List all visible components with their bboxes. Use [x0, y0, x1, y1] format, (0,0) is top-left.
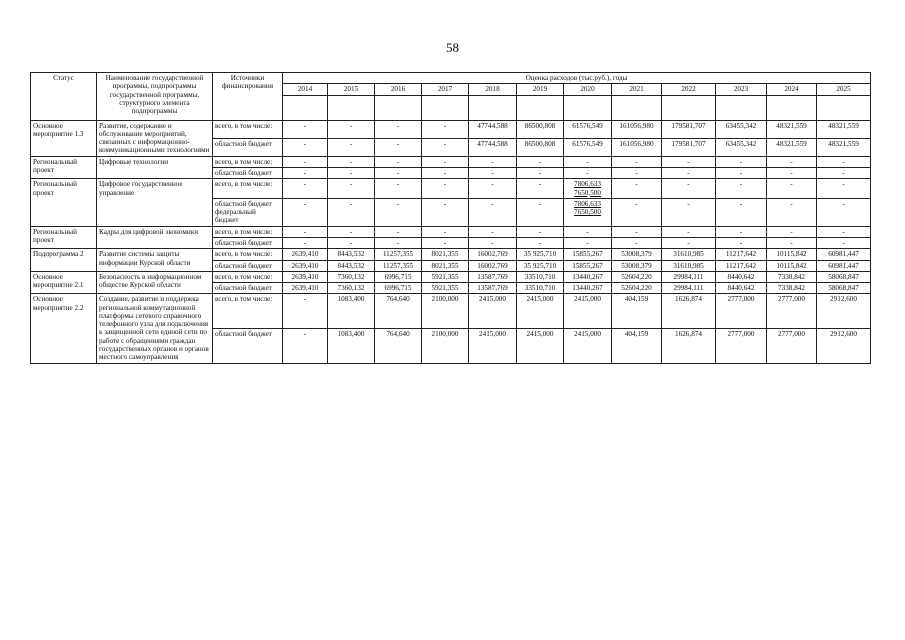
value-cell: 8443,532	[328, 249, 375, 260]
value-cell: -	[716, 226, 767, 237]
value-cell: 8440,642	[716, 271, 767, 282]
value-cell: 7360,132	[328, 271, 375, 282]
year-header: 2022	[662, 84, 716, 95]
value-cell: 31610,985	[662, 249, 716, 260]
value-cell: 764,640	[375, 328, 422, 363]
value-cell: 35 925,710	[517, 249, 564, 260]
value-cell: 404,159	[612, 328, 662, 363]
value-cell: 2100,000	[422, 328, 469, 363]
value-cell	[564, 198, 612, 226]
value-cell: 2912,600	[817, 328, 871, 363]
value-cell: -	[422, 156, 469, 167]
value-cell: 48321,559	[817, 138, 871, 156]
value-cell: -	[817, 167, 871, 178]
value-cell: -	[283, 237, 328, 248]
value-cell: 2415,000	[469, 328, 517, 363]
value-cell: 53008,379	[612, 249, 662, 260]
value-cell: 33510,710	[517, 283, 564, 294]
value-cell: -	[564, 156, 612, 167]
value-cell: 52604,220	[612, 283, 662, 294]
value-cell: -	[817, 179, 871, 199]
value-cell: 13440,267	[564, 271, 612, 282]
value-cell: -	[469, 226, 517, 237]
funding-source-cell: всего, в том числе:	[213, 271, 283, 282]
program-name-cell: Цифровое государственное управление	[97, 179, 213, 226]
value-cell: 48321,559	[767, 120, 817, 138]
value-cell: -	[817, 237, 871, 248]
year-header: 2021	[612, 84, 662, 95]
value-cell: -	[612, 198, 662, 226]
value-cell: -	[517, 226, 564, 237]
value-cell: -	[469, 179, 517, 199]
status-cell: Основное мероприятие 2.1	[31, 271, 97, 294]
value-cell: -	[564, 167, 612, 178]
program-name-cell: Цифровые технологии	[97, 156, 213, 179]
value-cell: -	[422, 167, 469, 178]
value-cell: 6996,715	[375, 283, 422, 294]
value-cell: -	[328, 179, 375, 199]
value-cell: -	[662, 237, 716, 248]
funding-source-cell: всего, в том числе:	[213, 294, 283, 329]
value-cell: 86500,808	[517, 120, 564, 138]
year-header: 2019	[517, 84, 564, 95]
value-cell: -	[469, 167, 517, 178]
value-cell: -	[716, 237, 767, 248]
year-header: 2023	[716, 84, 767, 95]
value-cell: 11217,642	[716, 249, 767, 260]
funding-source-cell: областной бюджет	[213, 328, 283, 363]
status-cell: Подпрограмма 2	[31, 249, 97, 272]
value-cell: -	[612, 156, 662, 167]
value-cell: 10115,842	[767, 249, 817, 260]
value-cell: 48321,559	[817, 120, 871, 138]
status-cell: Региональный проект	[31, 179, 97, 226]
value-cell: -	[375, 179, 422, 199]
table-row	[31, 294, 871, 329]
value-cell: 29984,111	[662, 271, 716, 282]
value-cell: -	[767, 156, 817, 167]
value-cell: 2100,000	[422, 294, 469, 329]
table-row	[31, 249, 871, 260]
funding-source-cell: всего, в том числе:	[213, 156, 283, 167]
funding-source-cell: всего, в том числе:	[213, 249, 283, 260]
value-cell: 61576,549	[564, 120, 612, 138]
value-cell: -	[817, 226, 871, 237]
value-line: 7650,500	[574, 208, 601, 217]
value-cell: -	[564, 226, 612, 237]
value-cell: 1626,874	[662, 294, 716, 329]
value-cell: -	[283, 120, 328, 138]
value-cell: 13587,769	[469, 283, 517, 294]
value-line: 7650,500	[574, 188, 601, 197]
year-header: 2015	[328, 84, 375, 95]
value-cell: -	[767, 167, 817, 178]
value-cell: 5921,355	[422, 271, 469, 282]
value-cell: 63455,342	[716, 120, 767, 138]
value-cell: 61576,549	[564, 138, 612, 156]
value-cell: 2415,000	[469, 294, 517, 329]
value-cell: 8443,532	[328, 260, 375, 271]
value-cell: 58068,847	[817, 283, 871, 294]
funding-source-cell: всего, в том числе:	[213, 226, 283, 237]
year-header: 2020	[564, 84, 612, 95]
value-cell: -	[662, 226, 716, 237]
value-cell: -	[422, 120, 469, 138]
blank-cell	[422, 95, 469, 120]
value-cell: 179581,707	[662, 138, 716, 156]
value-cell: -	[422, 226, 469, 237]
value-cell: -	[328, 237, 375, 248]
value-cell: -	[517, 167, 564, 178]
blank-cell	[716, 95, 767, 120]
status-cell: Основное мероприятие 1.3	[31, 120, 97, 156]
funding-source-cell: областной бюджет	[213, 138, 283, 156]
value-cell: 52604,220	[612, 271, 662, 282]
header-estimate: Оценка расходов (тыс.руб.), годы	[283, 73, 871, 84]
value-cell: 5921,355	[422, 283, 469, 294]
value-cell: -	[328, 120, 375, 138]
value-cell: -	[662, 198, 716, 226]
value-cell: 7360,132	[328, 283, 375, 294]
year-header: 2014	[283, 84, 328, 95]
value-cell: 11257,355	[375, 249, 422, 260]
blank-cell	[328, 95, 375, 120]
value-cell: -	[283, 138, 328, 156]
year-header: 2025	[817, 84, 871, 95]
value-cell: -	[612, 179, 662, 199]
value-cell: -	[767, 179, 817, 199]
funding-source-cell: областной бюджет	[213, 237, 283, 248]
value-cell: 58068,847	[817, 271, 871, 282]
value-cell: 161056,980	[612, 120, 662, 138]
table-row	[31, 120, 871, 138]
value-cell: -	[612, 226, 662, 237]
value-cell: -	[283, 198, 328, 226]
funding-source-cell: всего, в том числе:	[213, 120, 283, 138]
value-cell: 2777,000	[716, 328, 767, 363]
value-cell: -	[817, 198, 871, 226]
value-cell: -	[328, 226, 375, 237]
value-cell: -	[817, 156, 871, 167]
budget-table	[30, 72, 871, 364]
program-name-cell: Развитие системы защиты информации Курской области	[97, 249, 213, 272]
table-row	[31, 156, 871, 167]
value-cell: 1626,874	[662, 328, 716, 363]
value-cell: 1083,400	[328, 328, 375, 363]
value-cell: 1083,400	[328, 294, 375, 329]
value-cell: -	[767, 226, 817, 237]
value-cell: 2777,000	[767, 294, 817, 329]
value-cell: -	[328, 138, 375, 156]
value-cell: 15855,267	[564, 260, 612, 271]
value-cell: 764,640	[375, 294, 422, 329]
year-header: 2017	[422, 84, 469, 95]
value-cell: -	[716, 198, 767, 226]
program-name-cell: Создание, развитие и поддержка региональной коммутационной платформы сетевого справочного телефонного узла для подключения к защищенной сети единой сети по работе с обращениями граждан государственных органов и органов местного самоуправления	[97, 294, 213, 363]
value-cell: -	[375, 120, 422, 138]
value-cell: 31610,985	[662, 260, 716, 271]
value-cell: 13587,769	[469, 271, 517, 282]
value-cell: -	[469, 198, 517, 226]
value-cell: -	[283, 167, 328, 178]
value-cell: 179581,707	[662, 120, 716, 138]
year-header: 2018	[469, 84, 517, 95]
value-cell: 7338,842	[767, 271, 817, 282]
value-cell: -	[422, 179, 469, 199]
header-source: Источники финансирования	[213, 73, 283, 121]
value-cell: 63455,342	[716, 138, 767, 156]
value-cell: 2912,600	[817, 294, 871, 329]
blank-cell	[767, 95, 817, 120]
value-cell: 29984,111	[662, 283, 716, 294]
value-cell: 2639,410	[283, 283, 328, 294]
value-cell: -	[283, 179, 328, 199]
funding-source-cell: областной бюджет	[213, 167, 283, 178]
value-cell: -	[612, 167, 662, 178]
funding-source-cell: областной бюджет федеральный бюджет	[213, 198, 283, 226]
value-cell: 2415,000	[564, 328, 612, 363]
value-cell: 11257,355	[375, 260, 422, 271]
table-body	[31, 120, 871, 363]
value-cell: 2415,000	[517, 294, 564, 329]
header-name: Наименование государственной программы, подпрограммы государственной программы, структурного элемента подпрограммы	[97, 73, 213, 121]
value-cell: 60981,447	[817, 249, 871, 260]
value-cell: 33510,710	[517, 271, 564, 282]
header-status: Статус	[31, 73, 97, 121]
value-cell: -	[375, 156, 422, 167]
value-cell: -	[662, 156, 716, 167]
page-number: 58	[446, 40, 459, 55]
value-cell: 6996,715	[375, 271, 422, 282]
value-cell: -	[469, 156, 517, 167]
blank-cell	[283, 95, 328, 120]
value-cell: -	[328, 198, 375, 226]
funding-source-cell: всего, в том числе:	[213, 179, 283, 199]
year-header: 2024	[767, 84, 817, 95]
status-cell: Региональный проект	[31, 156, 97, 179]
value-cell: 16002,769	[469, 260, 517, 271]
value-cell: 8021,355	[422, 260, 469, 271]
value-cell: 48321,559	[767, 138, 817, 156]
value-cell: -	[716, 156, 767, 167]
header-row	[31, 73, 871, 84]
value-cell: -	[375, 237, 422, 248]
value-cell: -	[283, 328, 328, 363]
value-cell: 10115,842	[767, 260, 817, 271]
blank-cell	[662, 95, 716, 120]
value-cell: -	[422, 138, 469, 156]
value-cell: -	[422, 198, 469, 226]
value-cell: 2639,410	[283, 271, 328, 282]
funding-source-cell: областной бюджет	[213, 283, 283, 294]
table-row	[31, 226, 871, 237]
table-row	[31, 271, 871, 282]
value-cell: -	[662, 179, 716, 199]
year-header: 2016	[375, 84, 422, 95]
value-cell: -	[283, 226, 328, 237]
blank-cell	[817, 95, 871, 120]
value-cell: -	[375, 226, 422, 237]
value-cell: 53008,379	[612, 260, 662, 271]
value-cell: 2415,000	[564, 294, 612, 329]
value-cell: -	[564, 237, 612, 248]
value-cell: 2639,410	[283, 249, 328, 260]
value-cell: 13440,267	[564, 283, 612, 294]
value-cell: -	[767, 198, 817, 226]
value-cell: 11217,642	[716, 260, 767, 271]
value-cell: -	[612, 237, 662, 248]
value-cell: -	[716, 167, 767, 178]
blank-cell	[612, 95, 662, 120]
value-cell: -	[375, 167, 422, 178]
value-cell: 16002,769	[469, 249, 517, 260]
value-cell: 47744,588	[469, 138, 517, 156]
value-cell: -	[517, 179, 564, 199]
blank-cell	[517, 95, 564, 120]
value-cell: 404,159	[612, 294, 662, 329]
value-cell: -	[283, 156, 328, 167]
blank-cell	[564, 95, 612, 120]
value-line: 7806,633	[574, 199, 601, 208]
value-cell: -	[375, 198, 422, 226]
value-cell: -	[328, 156, 375, 167]
value-cell: -	[716, 179, 767, 199]
value-cell: 35 925,710	[517, 260, 564, 271]
value-cell: -	[767, 237, 817, 248]
value-cell: 2777,000	[716, 294, 767, 329]
value-cell: 86500,808	[517, 138, 564, 156]
value-cell: -	[283, 294, 328, 329]
value-cell	[564, 179, 612, 199]
value-cell: 60981,447	[817, 260, 871, 271]
program-name-cell: Развитие, содержание и обслуживание мероприятий, связанных с информационно-коммуникационными технологиями	[97, 120, 213, 156]
value-cell: -	[328, 167, 375, 178]
value-cell: 2639,410	[283, 260, 328, 271]
value-cell: -	[469, 237, 517, 248]
value-cell: 2777,000	[767, 328, 817, 363]
value-cell: -	[517, 198, 564, 226]
value-cell: -	[517, 156, 564, 167]
value-cell: 7338,842	[767, 283, 817, 294]
value-cell: 8440,642	[716, 283, 767, 294]
program-name-cell: Кадры для цифровой экономики	[97, 226, 213, 249]
value-cell: 8021,355	[422, 249, 469, 260]
value-cell: -	[662, 167, 716, 178]
value-cell: -	[517, 237, 564, 248]
status-cell: Региональный проект	[31, 226, 97, 249]
value-cell: -	[375, 138, 422, 156]
table-row	[31, 179, 871, 199]
blank-cell	[375, 95, 422, 120]
value-line: 7806,633	[574, 180, 601, 189]
blank-cell	[469, 95, 517, 120]
program-name-cell: Безопасность в информационном обществе Курской области	[97, 271, 213, 294]
value-cell: -	[422, 237, 469, 248]
value-cell: 2415,000	[517, 328, 564, 363]
value-cell: 15855,267	[564, 249, 612, 260]
value-cell: 161056,980	[612, 138, 662, 156]
value-cell: 47744,588	[469, 120, 517, 138]
status-cell: Основное мероприятие 2.2	[31, 294, 97, 363]
funding-source-cell: областной бюджет	[213, 260, 283, 271]
